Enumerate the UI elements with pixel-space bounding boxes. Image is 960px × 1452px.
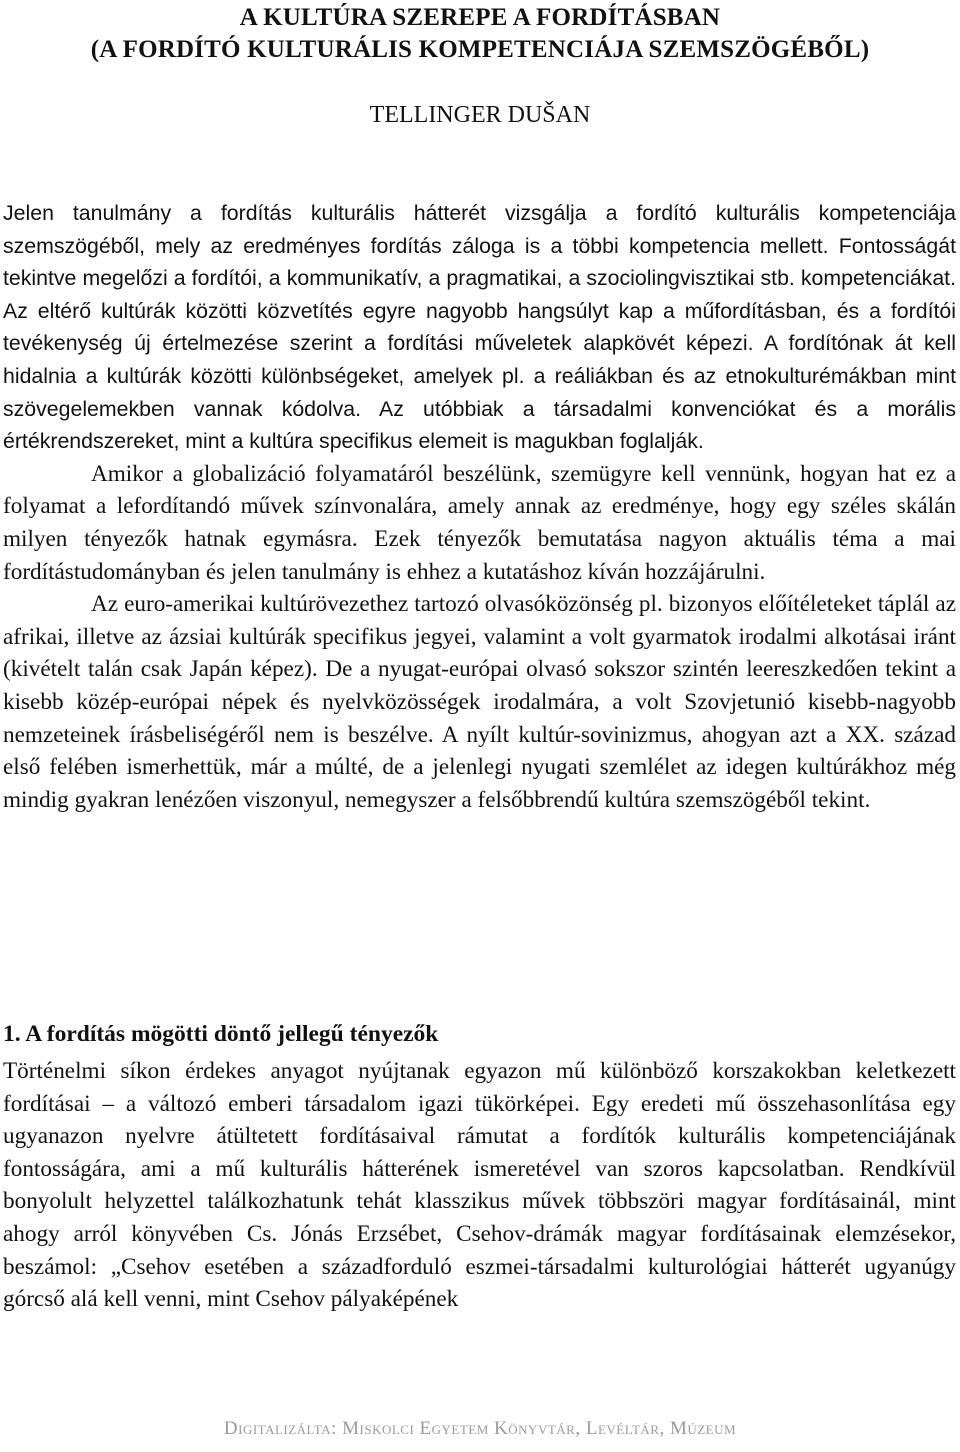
section-heading: 1. A fordítás mögötti döntő jellegű tényezők — [3, 1021, 439, 1047]
intro-text — [3, 197, 956, 816]
section-text — [3, 1055, 956, 1316]
document-title-line-2: (A FORDÍTÓ KULTURÁLIS KOMPETENCIÁJA SZEMSZÖGÉBŐL) — [90, 36, 870, 63]
document-title-line-1: A KULTÚRA SZEREPE A FORDÍTÁSBAN — [239, 4, 721, 31]
paragraph-historical: Történelmi síkon érdekes anyagot nyújtanak egyazon mű különböző korszakokban keletkezett fordításai – a változó emberi társadalom igazi tükörképei. Egy eredeti mű összehasonlítása egy ugyanazon nyelvre átültetett fordításaival rámutat a fordítók kulturális kompetenciájának fontosságára, ami a mű kulturális hátterének ismeretével van szoros kapcsolatban. Rendkívül bonyolult helyzettel találkozhatunk tehát klasszikus művek többszöri magyar fordításainál, mint ahogy arról könyvében Cs. Jónás Erzsébet, Csehov-drámák magyar fordításainak elemzésekor, beszámol: „Csehov esetében a századforduló eszmei-társadalmi kulturológiai hátterét ugyanúgy górcső alá kell venni, mint Csehov pályaképének — [3, 1058, 956, 1313]
paragraph-euro-american: Az euro-amerikai kultúrövezethez tartozó olvasóközönség pl. bizonyos előítéleteket táplál az afrikai, illetve az ázsiai kultúrák specifikus jegyei, valamint a volt gyarmatok irodalmi alkotásai iránt (kivételt talán csak Japán képez). De a nyugat-európai olvasó sokszor szintén leereszkedően tekint a kisebb közép-európai népek és nyelvközösségek irodalmára, a volt Szovjetunió kisebb-nagyobb nemzeteinek írásbeliségéről nem is beszélve. A nyílt kultúr-sovinizmus, ahogyan azt a XX. század első felében ismerhettük, már a múlté, de a jelenlegi nyugati szemlélet az idegen kultúrákhoz még mindig gyakran lenézően viszonyul, nemegyszer a felsőbbrendű kultúra szemszögéből tekint. — [3, 591, 956, 813]
paragraph-globalization: Amikor a globalizáció folyamatáról beszélünk, szemügyre kell vennünk, hogyan hat ez a folyamat a lefordítandó művek színvonalára, amely annak az eredménye, hogy egy széles skálán milyen tényezők hatnak egymásra. Ezek tényezők bemutatása nagyon aktuális téma a mai fordítástudományban és jelen tanulmány is ehhez a kutatáshoz kíván hozzájárulni. — [3, 460, 956, 585]
digitization-footer: Digitalizálta: Miskolci Egyetem Könyvtár, Levéltár, Múzeum — [223, 1418, 737, 1439]
paragraph-abstract: Jelen tanulmány a fordítás kulturális hátterét vizsgálja a fordító kulturális kompetenciája szemszögéből, mely az eredményes fordítás záloga is a többi kompetencia mellett. Fontosságát tekintve megelőzi a fordítói, a kommunikatív, a pragmatikai, a szociolingvisztikai stb. kompetenciákat. Az eltérő kultúrák közötti közvetítés egyre nagyobb hangsúlyt kap a műfordításban, és a fordítói tevékenység új értelmezése szerint a fordítási műveletek alapkövét képezi. A fordítónak át kell hidalnia a kultúrák közötti különbségeket, amelyek pl. a reáliákban és az etnokulturémákban mint szövegelemekben vannak kódolva. Az utóbbiak a társadalmi konvenciókat és a morális értékrendszereket, mint a kultúra specifikus elemeit is magukban foglalják. — [3, 201, 956, 454]
author-name: TELLINGER DUŠAN — [369, 102, 591, 128]
